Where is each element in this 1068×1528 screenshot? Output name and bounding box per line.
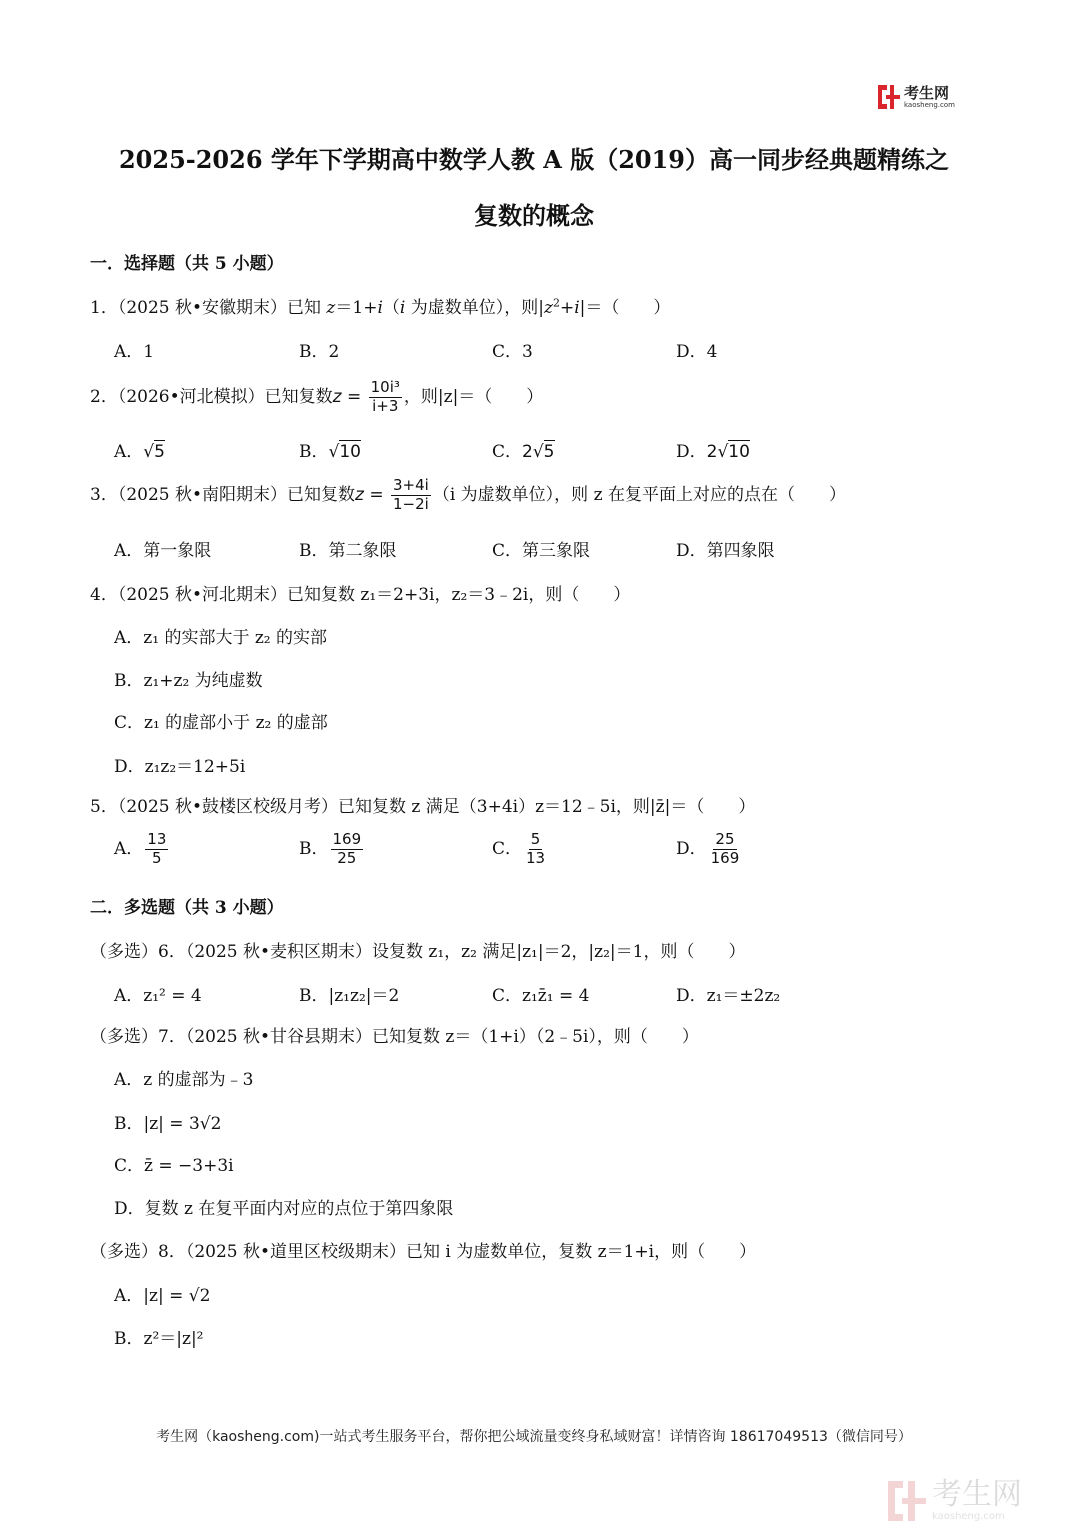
q5-option-a[interactable]: A． $\frac{13}{5}$ [114, 830, 167, 867]
watermark-domain: kaosheng.com [932, 1511, 1005, 1522]
q1-option-b[interactable]: B．2 [299, 342, 340, 362]
q7-option-a[interactable]: A．z 的虚部为﹣3 [114, 1070, 254, 1090]
q3-option-c[interactable]: C．第三象限 [492, 541, 591, 561]
q2-option-b[interactable]: B．√10 [299, 442, 361, 462]
watermark-name: 考生网 [932, 1477, 1022, 1512]
q3-option-b[interactable]: B．第二象限 [299, 541, 397, 561]
q3-option-a[interactable]: A．第一象限 [114, 541, 212, 561]
q1-option-d[interactable]: D．4 [676, 342, 718, 362]
question-1: 1．（2025 秋•安徽期末）已知 z＝1+i（i 为虚数单位），则$|z^2+i|=$（ ） [90, 296, 671, 318]
watermark-logo-icon [888, 1481, 926, 1521]
section-heading-single-choice: 一．选择题（共 5 小题） [90, 254, 284, 274]
q6-option-c[interactable]: C．z₁z̄₁ = 4 [492, 986, 590, 1006]
q7-option-c[interactable]: C．z̄ = −3+3i [114, 1156, 234, 1176]
q4-option-a[interactable]: A．z₁ 的实部大于 z₂ 的实部 [114, 628, 328, 648]
page-subtitle: 复数的概念 [474, 201, 594, 230]
logo-name: 考生网 [904, 83, 950, 102]
q2-fraction: $\frac{\text{10i³}}{i+3}$ [370, 378, 400, 415]
q6-option-a[interactable]: A．z₁² = 4 [114, 986, 202, 1006]
q5-option-d[interactable]: D． $\frac{25}{169}$ [676, 830, 740, 867]
question-7: （多选）7．（2025 秋•甘谷县期末）已知复数 z＝（1+i）（2﹣5i），则（ ） [90, 1027, 699, 1047]
question-3: 3．（2025 秋•南阳期末）已知复数z = $\frac{3+4i}{1-2i}$ （i 为虚数单位），则 z 在复平面上对应的点在（ ） [90, 476, 846, 513]
q7-option-d[interactable]: D．复数 z 在复平面内对应的点位于第四象限 [114, 1199, 454, 1219]
q3-fraction: $\frac{3+4i}{1-2i}$ [393, 476, 429, 513]
question-4: 4．（2025 秋•河北期末）已知复数 z₁＝2+3i，z₂＝3﹣2i，则（ ） [90, 585, 631, 605]
q8-option-a[interactable]: A．|z| = √2 [114, 1286, 211, 1306]
q2-option-a[interactable]: A．√5 [114, 442, 165, 462]
q7-option-b[interactable]: B．|z| = 3√2 [114, 1114, 222, 1134]
q1-option-a[interactable]: A．1 [114, 342, 155, 362]
section-heading-multiple-choice: 二．多选题（共 3 小题） [90, 898, 284, 918]
question-8: （多选）8．（2025 秋•道里区校级期末）已知 i 为虚数单位，复数 z＝1+i，则（ ） [90, 1242, 757, 1262]
q5-option-b[interactable]: B． $\frac{169}{25}$ [299, 830, 362, 867]
q4-option-b[interactable]: B．z₁+z₂ 为纯虚数 [114, 671, 263, 691]
q6-option-d[interactable]: D．z₁＝±2z₂ [676, 986, 781, 1006]
q2-option-c[interactable]: C．2√5 [492, 442, 555, 462]
logo-mark-icon [878, 85, 900, 109]
q1-option-c[interactable]: C．3 [492, 342, 533, 362]
q3-option-d[interactable]: D．第四象限 [676, 541, 775, 561]
q6-option-b[interactable]: B．|z₁z₂|＝2 [299, 986, 400, 1006]
q5-option-c[interactable]: C． $\frac{5}{13}$ [492, 830, 546, 867]
question-6: （多选）6．（2025 秋•麦积区期末）设复数 z₁，z₂ 满足|z₁|＝2，|z₂|＝1，则（ ） [90, 942, 746, 962]
question-5: 5．（2025 秋•鼓楼区校级月考）已知复数 z 满足（3+4i）z＝12﹣5i，则|z̄|＝（ ） [90, 797, 756, 817]
q2-option-d[interactable]: D．2√10 [676, 442, 750, 462]
q4-option-d[interactable]: D．z₁z₂＝12+5i [114, 757, 246, 777]
logo-domain: kaosheng.com [904, 100, 955, 109]
watermark [888, 1478, 1048, 1524]
footer-text: 考生网（kaosheng.com)一站式考生服务平台，帮你把公域流量变终身私域财富！详情咨询 18617049513（微信同号） [156, 1429, 912, 1445]
q8-option-b[interactable]: B．z²＝|z|² [114, 1329, 204, 1349]
question-2: 2．（2026•河北模拟）已知复数z = $\frac{\text{10i³}}{i+3}$ ，则|z|＝（ ） [90, 378, 544, 415]
q4-option-c[interactable]: C．z₁ 的虚部小于 z₂ 的虚部 [114, 713, 328, 733]
logo [878, 84, 966, 110]
page-title: 2025-2026 学年下学期高中数学人教 A 版（2019）高一同步经典题精练之 [118, 145, 950, 174]
